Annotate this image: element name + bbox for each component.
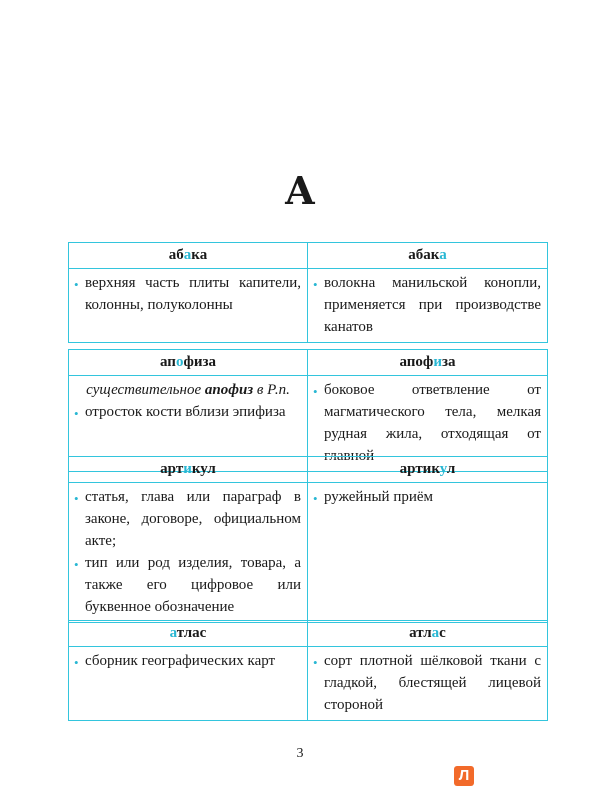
bullet-icon: • <box>74 277 79 292</box>
entry-table <box>68 456 548 623</box>
definition-item: • тип или род изделия, товара, а также его цифровое или буквенное обозначение <box>74 555 301 615</box>
bullet-icon: • <box>74 406 79 421</box>
entry-headword: артикул <box>69 457 308 483</box>
entry-headword: апофиза <box>69 350 308 376</box>
entry-definition <box>308 269 547 342</box>
entry-definition <box>308 483 547 622</box>
entry-headword: абака <box>69 243 308 269</box>
entry-definition <box>308 647 547 720</box>
definition-item: • волокна манильской конопли, применяется при производстве канатов <box>313 275 541 335</box>
entry-table <box>68 620 548 721</box>
definition-item: • статья, глава или параграф в законе, договоре, официальном акте; <box>74 489 301 549</box>
definition-item: • сборник географических карт <box>75 650 301 672</box>
entry-table <box>68 242 548 343</box>
entry-definition <box>69 483 308 622</box>
definition-item: • боковое ответвление от магматического тела, мелкая рудная жила, отходящая от главной <box>313 382 541 464</box>
definition-item: • верхняя часть плиты капители, колонны, полуколонны <box>74 275 301 313</box>
bullet-icon: • <box>74 557 79 572</box>
definition-item: • сорт плотной шёлковой ткани с гладкой, блестящей лицевой стороной <box>313 653 541 713</box>
entry-headword: артикул <box>308 457 547 483</box>
bullet-icon: • <box>313 655 318 670</box>
entry-headword: апофиза <box>308 350 547 376</box>
grammar-note: существительное апофиз в Р.п. <box>86 382 290 398</box>
entry-table <box>68 349 548 472</box>
section-letter: А <box>284 168 316 213</box>
bullet-icon: • <box>74 491 79 506</box>
entry-definition <box>69 269 308 342</box>
entry-headword: абака <box>308 243 547 269</box>
bullet-icon: • <box>74 655 79 670</box>
bullet-icon: • <box>313 491 318 506</box>
page-number: 3 <box>296 746 304 761</box>
entry-headword: атлас <box>69 621 308 647</box>
litres-logo-icon: Л <box>454 766 474 786</box>
bullet-icon: • <box>313 277 318 292</box>
entry-definition <box>69 647 308 720</box>
definition-item: • ружейный приём <box>314 486 541 508</box>
entry-headword: атлас <box>308 621 547 647</box>
bullet-icon: • <box>313 384 318 399</box>
definition-item: • отросток кости вблизи эпифиза <box>75 401 301 423</box>
